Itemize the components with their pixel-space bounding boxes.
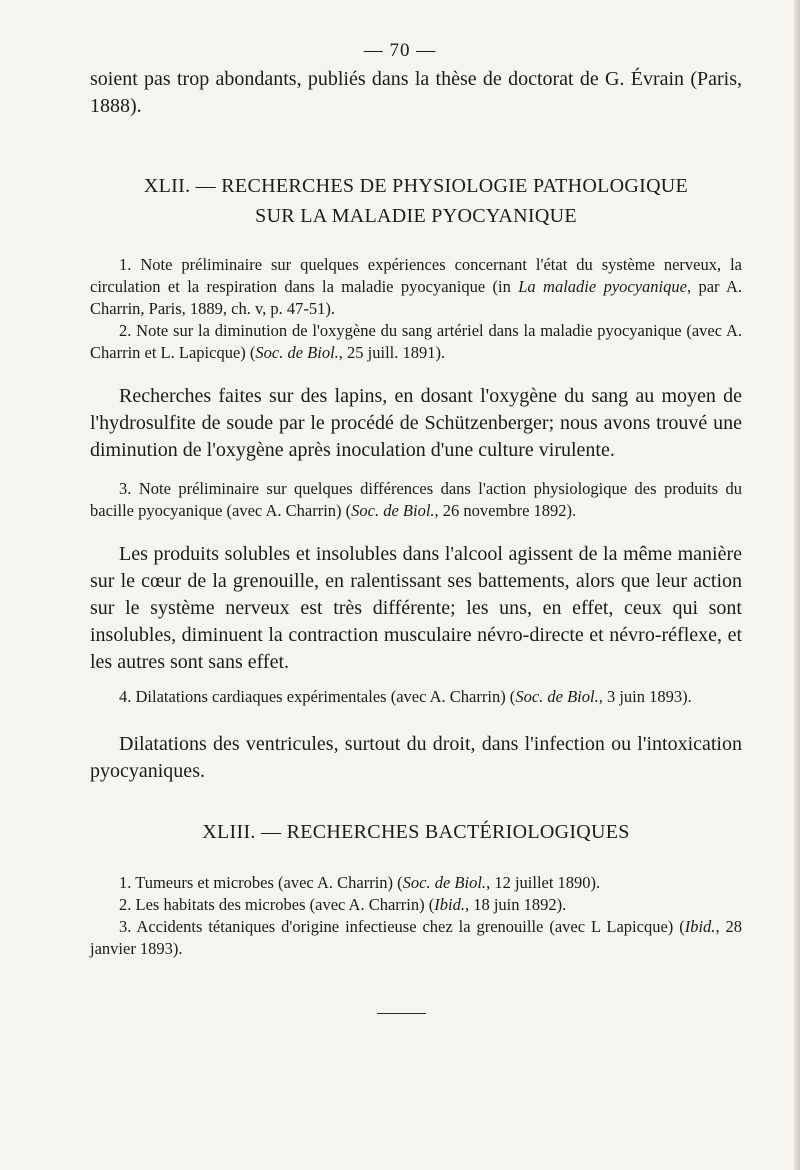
xlii-item-4	[90, 686, 742, 708]
page-edge-shadow	[794, 0, 800, 1170]
end-rule-divider	[377, 1013, 426, 1014]
xlii-item-2-description: Recherches faites sur des lapins, en dosant l'oxygène du sang au moyen de l'hydrosulfite de soude par le procédé de Schützenberger; nous avons trouvé une diminution de l'oxygène après inoculation d'une culture virulente.	[90, 385, 742, 461]
xliii-item-2-ref: , 18 juin 1892).	[464, 895, 567, 914]
xlii-item-3-journal: Soc. de Biol.	[351, 501, 435, 520]
section-xliii-title: XLIII. — RECHERCHES BACTÉRIOLOGIQUES	[202, 821, 630, 843]
section-xlii-title-line1: XLII. — RECHERCHES DE PHYSIOLOGIE PATHOLOGIQUE	[143, 175, 689, 197]
xliii-item-2-text: 2. Les habitats des microbes (avec A. Charrin) (	[119, 895, 435, 914]
xlii-item-2	[90, 320, 742, 364]
xliii-item-2	[90, 894, 742, 916]
xlii-item-4-journal: Soc. de Biol.	[515, 687, 599, 706]
xliii-item-1-ref: , 12 juillet 1890).	[486, 873, 601, 892]
xliii-item-3	[90, 916, 742, 960]
xlii-item-1-text: 1. Note préliminaire sur quelques expériences concernant l'état du système nerveux, la circulation et la respiration dans la maladie pyocyanique (in	[90, 255, 742, 296]
xlii-item-1-title: La maladie pyocyanique	[518, 277, 687, 296]
xliii-item-1	[90, 872, 742, 894]
xliii-item-2-journal: Ibid.	[434, 895, 465, 914]
xliii-item-3-journal: Ibid.	[684, 917, 716, 936]
xlii-item-4-text: 4. Dilatations cardiaques expérimentales (avec A. Charrin) (	[119, 687, 516, 706]
xlii-item-2-journal: Soc. de Biol.	[255, 343, 339, 362]
xliii-item-3-text: 3. Accidents tétaniques d'origine infectieuse chez la grenouille (avec L Lapicque) (	[119, 917, 685, 936]
xlii-item-3	[90, 478, 742, 522]
xlii-item-3-ref: , 26 novembre 1892).	[434, 501, 577, 520]
xliii-item-3-ref: , 28 janvier 1893).	[90, 917, 743, 958]
xliii-item-1-journal: Soc. de Biol.	[402, 873, 487, 892]
xlii-item-3-text: 3. Note préliminaire sur quelques différences dans l'action physiologique des produits du bacille pyocyanique (avec A. Charrin) (	[90, 479, 742, 520]
page-number: — 70 —	[363, 40, 437, 61]
xlii-item-1	[90, 254, 742, 320]
xlii-item-4-description: Dilatations des ventricules, surtout du droit, dans l'infection ou l'intoxication pyocyaniques.	[90, 733, 742, 782]
xlii-item-1-ref: , par A. Charrin, Paris, 1889, ch. v, p. 47-51).	[90, 277, 743, 318]
xlii-item-3-description: Les produits solubles et insolubles dans l'alcool agissent de la même manière sur le cœur de la grenouille, en ralentissant ses battements, alors que leur action sur le système nerveux est très différente; les uns, en effet, ceux qui sont insolubles, diminuent la contraction musculaire névro-directe et névro-réflexe, et les autres sont sans effet.	[90, 543, 742, 673]
section-xlii-title-line2: SUR LA MALADIE PYOCYANIQUE	[255, 205, 577, 227]
xlii-item-4-ref: , 3 juin 1893).	[598, 687, 692, 706]
xlii-item-2-ref: , 25 juill. 1891).	[338, 343, 446, 362]
intro-continuation: soient pas trop abondants, publiés dans la thèse de doctorat de G. Évrain (Paris, 1888).	[90, 68, 742, 117]
xliii-item-1-text: 1. Tumeurs et microbes (avec A. Charrin) (	[119, 873, 403, 892]
xlii-item-2-text: 2. Note sur la diminution de l'oxygène du sang artériel dans la maladie pyocyanique (avec A. Charrin et L. Lapicque) (	[90, 321, 742, 362]
